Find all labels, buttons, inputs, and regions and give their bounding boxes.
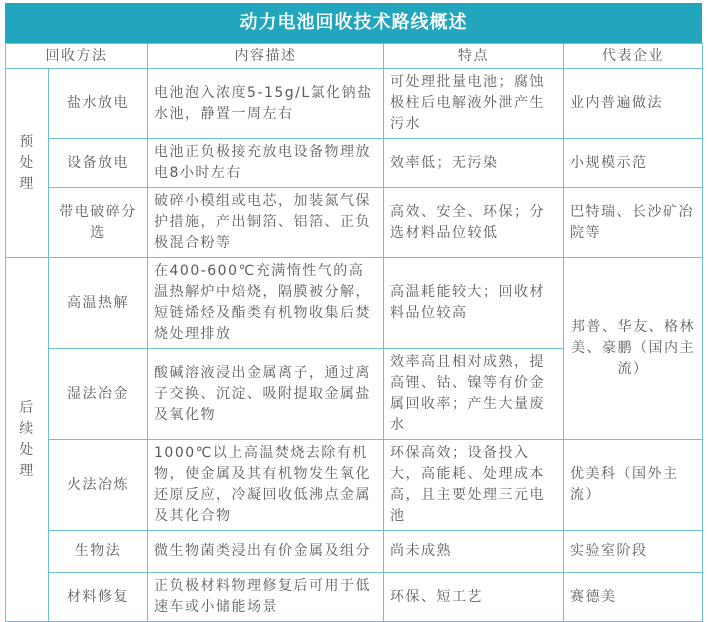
feature-cell: 可处理批量电池；腐蚀极柱后电解液外泄产生污水: [384, 69, 564, 139]
header-desc: 内容描述: [148, 44, 384, 69]
header-method: 回收方法: [6, 44, 148, 69]
table-row: [6, 440, 703, 531]
table-row: [6, 573, 703, 622]
company-cell: 优美科（国外主流）: [564, 440, 703, 531]
desc-cell: 破碎小模组或电芯，加装氮气保护措施，产出铜箔、铝箔、正负极混合粉等: [148, 188, 384, 258]
company-cell: 实验室阶段: [564, 531, 703, 573]
method-cell: 火法冶炼: [49, 440, 148, 531]
feature-cell: 高效、安全、环保；分选材料品位较低: [384, 188, 564, 258]
desc-cell: 电池泡入浓度5-15g/L氯化钠盐水池，静置一周左右: [148, 69, 384, 139]
method-cell: 材料修复: [49, 573, 148, 622]
table-row: [6, 258, 703, 349]
recycling-table-figure: [5, 3, 702, 622]
header-feature: 特点: [384, 44, 564, 69]
company-cell: 赛德美: [564, 573, 703, 622]
desc-cell: 在400-600℃充满惰性气的高温热解炉中焙烧，隔膜被分解，短链烯烃及酯类有机物收集后焚烧处理排放: [148, 258, 384, 349]
group-label-post: 后续处理: [6, 258, 49, 622]
feature-cell: 尚未成熟: [384, 531, 564, 573]
company-cell: 巴特瑞、长沙矿冶院等: [564, 188, 703, 258]
table-row: [6, 139, 703, 188]
company-cell: 业内普遍做法: [564, 69, 703, 139]
feature-cell: 高温耗能较大；回收材料品位较高: [384, 258, 564, 349]
method-cell: 设备放电: [49, 139, 148, 188]
method-cell: 盐水放电: [49, 69, 148, 139]
desc-cell: 电池正负极接充放电设备物理放电8小时左右: [148, 139, 384, 188]
method-cell: 湿法冶金: [49, 349, 148, 440]
company-cell: 小规模示范: [564, 139, 703, 188]
company-cell: 邦普、华友、格林美、豪鹏（国内主流）: [564, 258, 703, 440]
method-cell: 高温热解: [49, 258, 148, 349]
group-label-pre: 预处理: [6, 69, 49, 258]
recycling-table: [5, 43, 703, 622]
method-cell: 带电破碎分选: [49, 188, 148, 258]
feature-cell: 效率低；无污染: [384, 139, 564, 188]
table-title: 动力电池回收技术路线概述: [5, 3, 702, 43]
header-company: 代表企业: [564, 44, 703, 69]
table-row: [6, 188, 703, 258]
desc-cell: 微生物菌类浸出有价金属及组分: [148, 531, 384, 573]
table-row: [6, 69, 703, 139]
feature-cell: 效率高且相对成熟，提高锂、钴、镍等有价金属回收率；产生大量废水: [384, 349, 564, 440]
desc-cell: 正负极材料物理修复后可用于低速车或小储能场景: [148, 573, 384, 622]
method-cell: 生物法: [49, 531, 148, 573]
header-row: [6, 44, 703, 69]
feature-cell: 环保、短工艺: [384, 573, 564, 622]
table-row: [6, 531, 703, 573]
desc-cell: 酸碱溶液浸出金属离子，通过离子交换、沉淀、吸附提取金属盐及氧化物: [148, 349, 384, 440]
desc-cell: 1000℃以上高温焚烧去除有机物，使金属及其有机物发生氧化还原反应，冷凝回收低沸点金属及其化合物: [148, 440, 384, 531]
feature-cell: 环保高效；设备投入大，高能耗、处理成本高，且主要处理三元电池: [384, 440, 564, 531]
